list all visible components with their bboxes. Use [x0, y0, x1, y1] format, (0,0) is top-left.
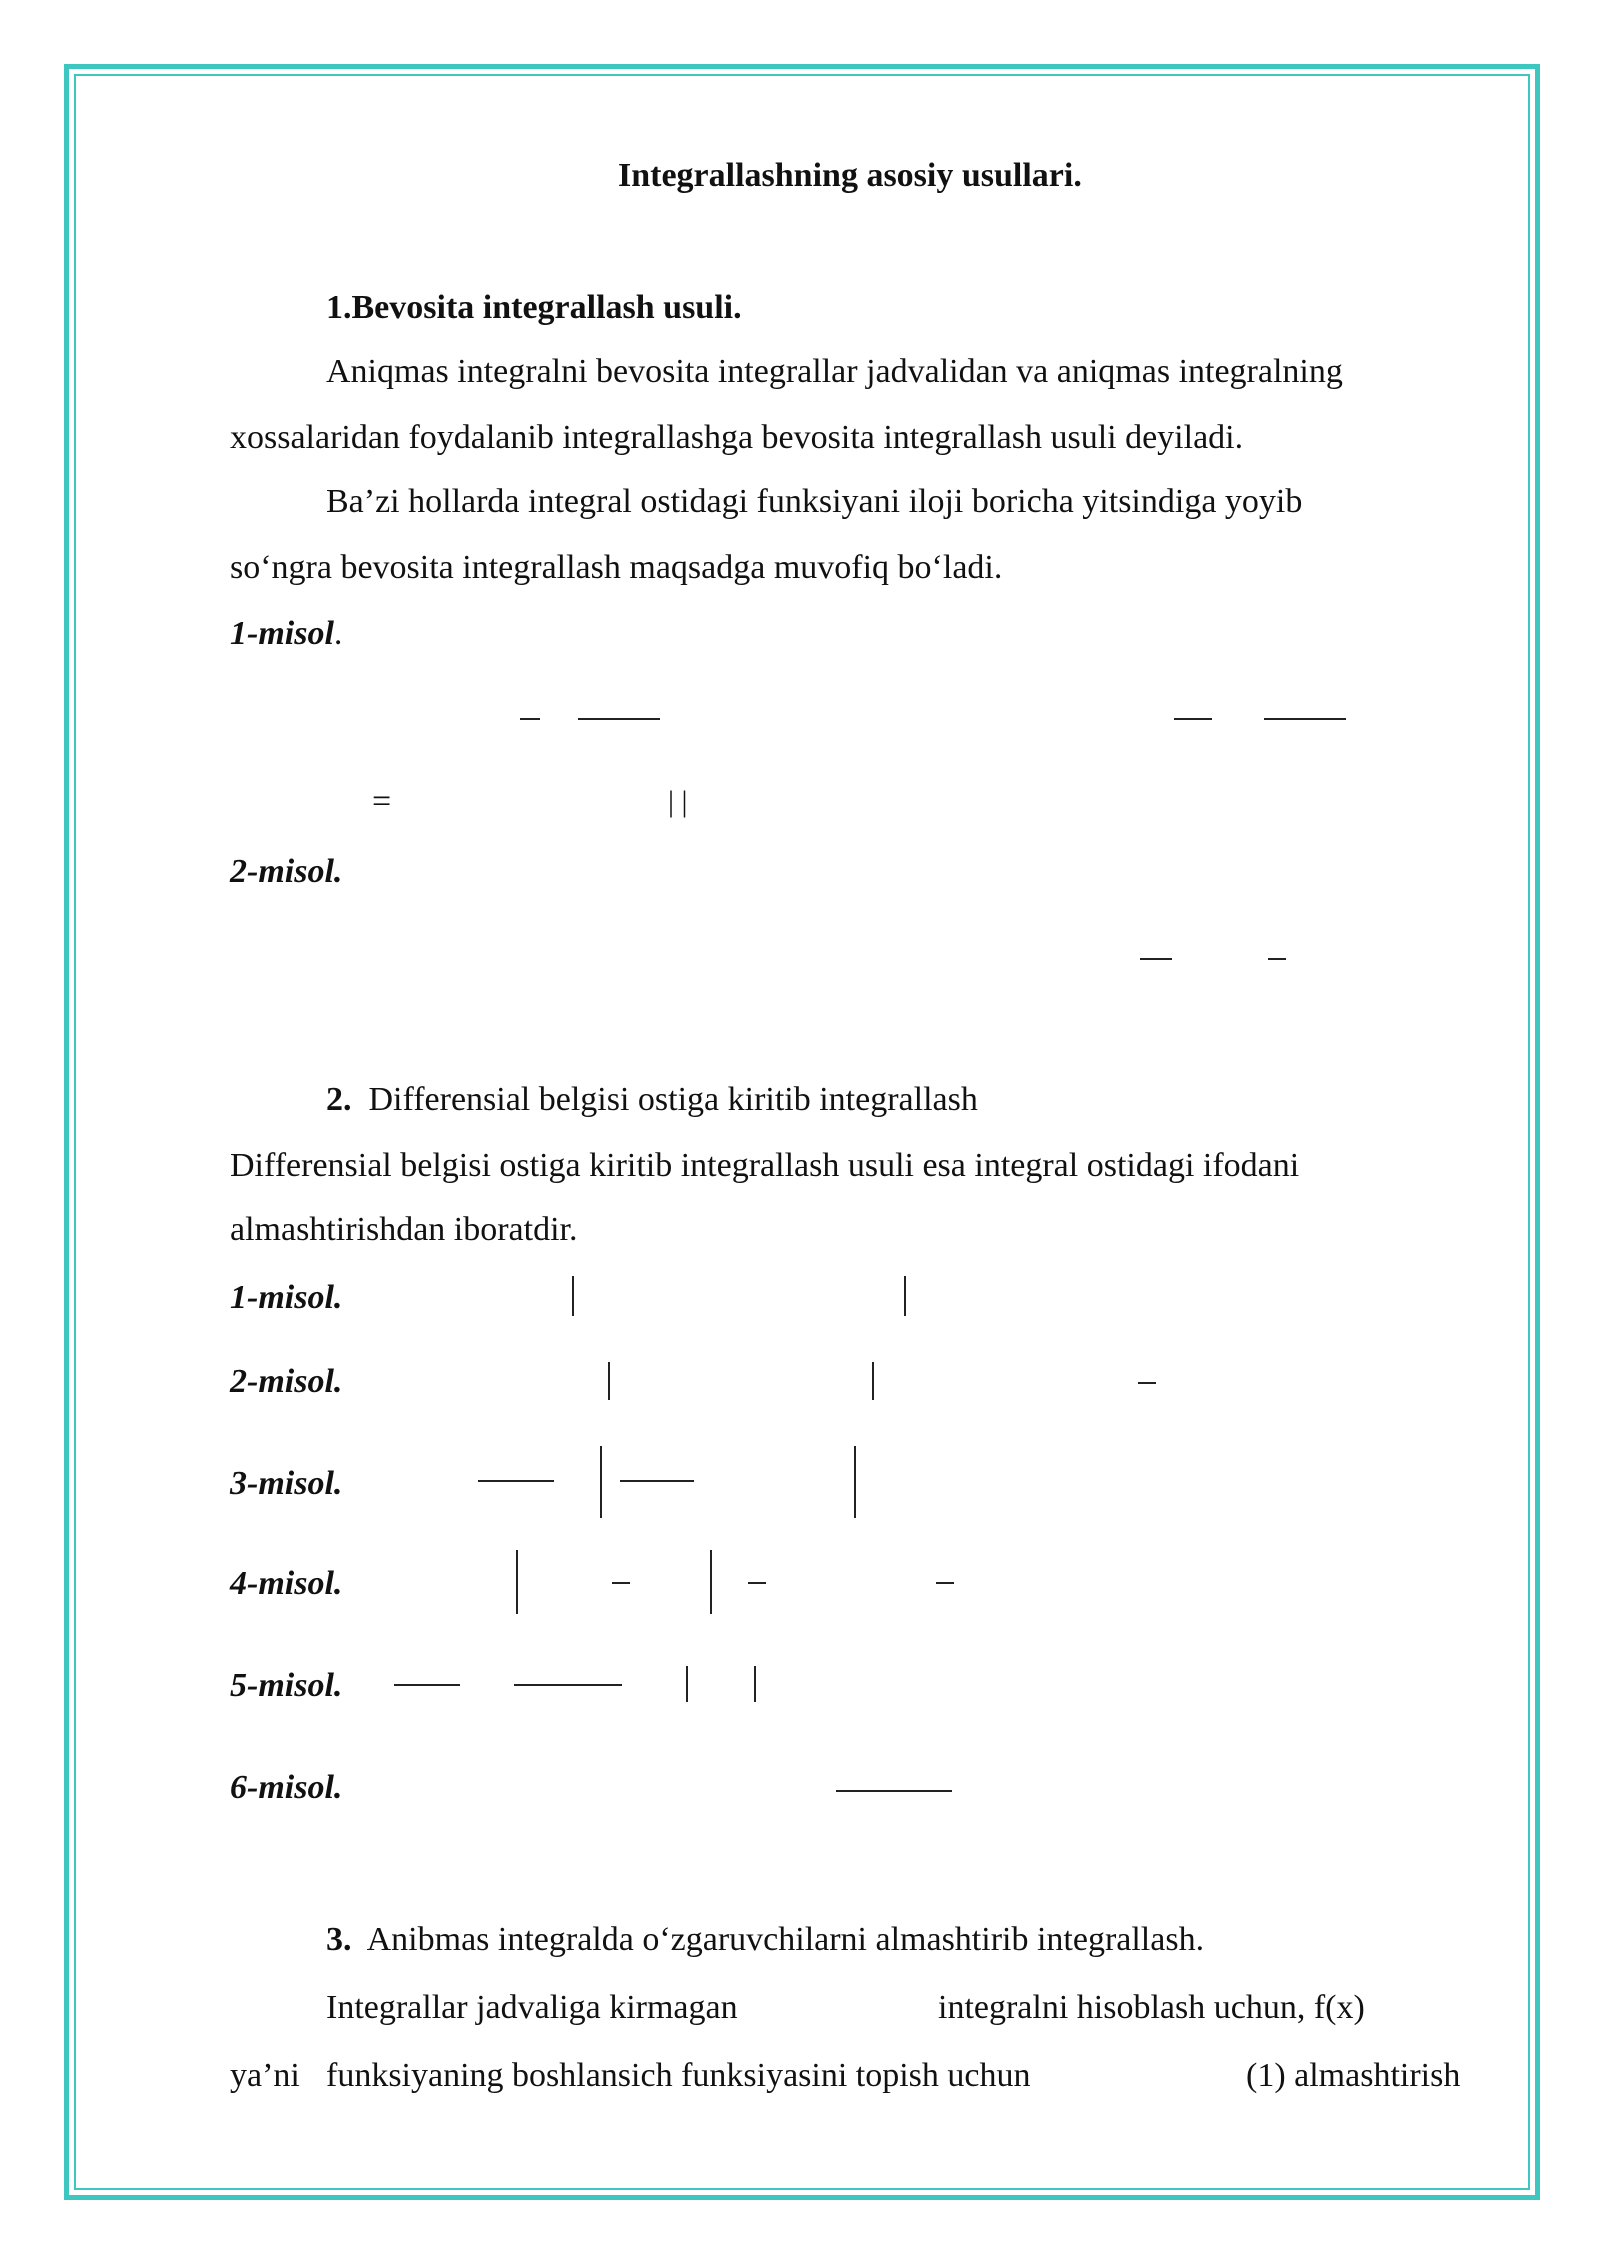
section3-heading — [326, 1920, 1204, 1960]
formula-evaluation-bar — [904, 1276, 906, 1316]
formula-fraction-bar — [620, 1480, 694, 1482]
section2-heading-text: Differensial belgisi ostiga kiritib integrallash — [368, 1081, 978, 1118]
section3-line1-start: Integrallar jadvaliga kirmagan — [326, 1989, 738, 2026]
section2-para-line1: Differensial belgisi ostiga kiritib integrallash usuli esa integral ostidagi ifodani — [230, 1147, 1300, 1184]
section1-example1-label — [230, 614, 342, 654]
section3-line1-end: integralni hisoblash uchun, f(x) — [938, 1989, 1365, 2026]
section2-heading — [326, 1080, 978, 1120]
formula-evaluation-bar — [854, 1446, 856, 1518]
formula-fraction-bar — [612, 1582, 630, 1584]
section2-example-6-label: 6-misol. — [230, 1769, 343, 1806]
formula-fraction-bar — [578, 718, 660, 720]
formula-evaluation-bar — [516, 1550, 518, 1614]
example1-label-dot: . — [333, 615, 343, 652]
section3-line2-end: (1) almashtirish — [1246, 2057, 1461, 2094]
page-title: Integrallashning asosiy usullari. — [618, 157, 1082, 194]
formula-fraction-bar — [514, 1684, 622, 1686]
formula-equals-sign: = — [372, 783, 392, 820]
formula-evaluation-bar — [600, 1446, 602, 1518]
formula-fraction-bar — [1268, 958, 1286, 960]
formula-fraction-bar — [1264, 718, 1346, 720]
section2-example-4-label: 4-misol. — [230, 1565, 343, 1602]
formula-evaluation-bar — [710, 1550, 712, 1614]
formula-fraction-bar — [478, 1480, 554, 1482]
formula-evaluation-bar — [872, 1362, 874, 1400]
section3-line2-middle: funksiyaning boshlansich funksiyasini topish uchun — [326, 2057, 1031, 2094]
formula-fraction-bar — [936, 1582, 954, 1584]
section1-para2-line1: Ba’zi hollarda integral ostidagi funksiyani iloji boricha yitsindiga yoyib — [326, 483, 1303, 520]
formula-fraction-bar — [520, 718, 540, 720]
section1-example2-label: 2-misol. — [230, 853, 343, 890]
formula-absolute-bar — [686, 1666, 688, 1702]
formula-absolute-bars: | | — [668, 785, 688, 818]
section1-heading: 1.Bevosita integrallash usuli. — [326, 289, 742, 326]
section1-para1-line1: Aniqmas integralni bevosita integrallar jadvalidan va aniqmas integralning — [326, 353, 1343, 390]
formula-fraction-bar — [1138, 1382, 1156, 1384]
section3-number: 3. — [326, 1921, 352, 1958]
section2-example-2-label: 2-misol. — [230, 1363, 343, 1400]
formula-evaluation-bar — [572, 1276, 574, 1316]
section3-heading-text: Anibmas integralda o‘zgaruvchilarni almashtirib integrallash. — [366, 1921, 1205, 1958]
formula-fraction-bar — [394, 1684, 460, 1686]
section3-line2-start: ya’ni — [230, 2057, 300, 2094]
formula-fraction-bar — [748, 1582, 766, 1584]
formula-absolute-bar — [754, 1666, 756, 1702]
section2-example-1-label: 1-misol. — [230, 1279, 343, 1316]
section2-example-5-label: 5-misol. — [230, 1667, 343, 1704]
formula-fraction-bar — [1174, 718, 1212, 720]
section2-example-3-label: 3-misol. — [230, 1465, 343, 1502]
example1-label-text: 1-misol — [230, 615, 334, 652]
formula-evaluation-bar — [608, 1362, 610, 1400]
section1-para1-line2: xossalaridan foydalanib integrallashga bevosita integrallash usuli deyiladi. — [230, 419, 1244, 456]
section2-number: 2. — [326, 1081, 352, 1118]
formula-fraction-bar — [1140, 958, 1172, 960]
section1-para2-line2: so‘ngra bevosita integrallash maqsadga muvofiq bo‘ladi. — [230, 549, 1003, 586]
formula-fraction-bar — [836, 1790, 952, 1792]
section2-para-line2: almashtirishdan iboratdir. — [230, 1211, 578, 1248]
